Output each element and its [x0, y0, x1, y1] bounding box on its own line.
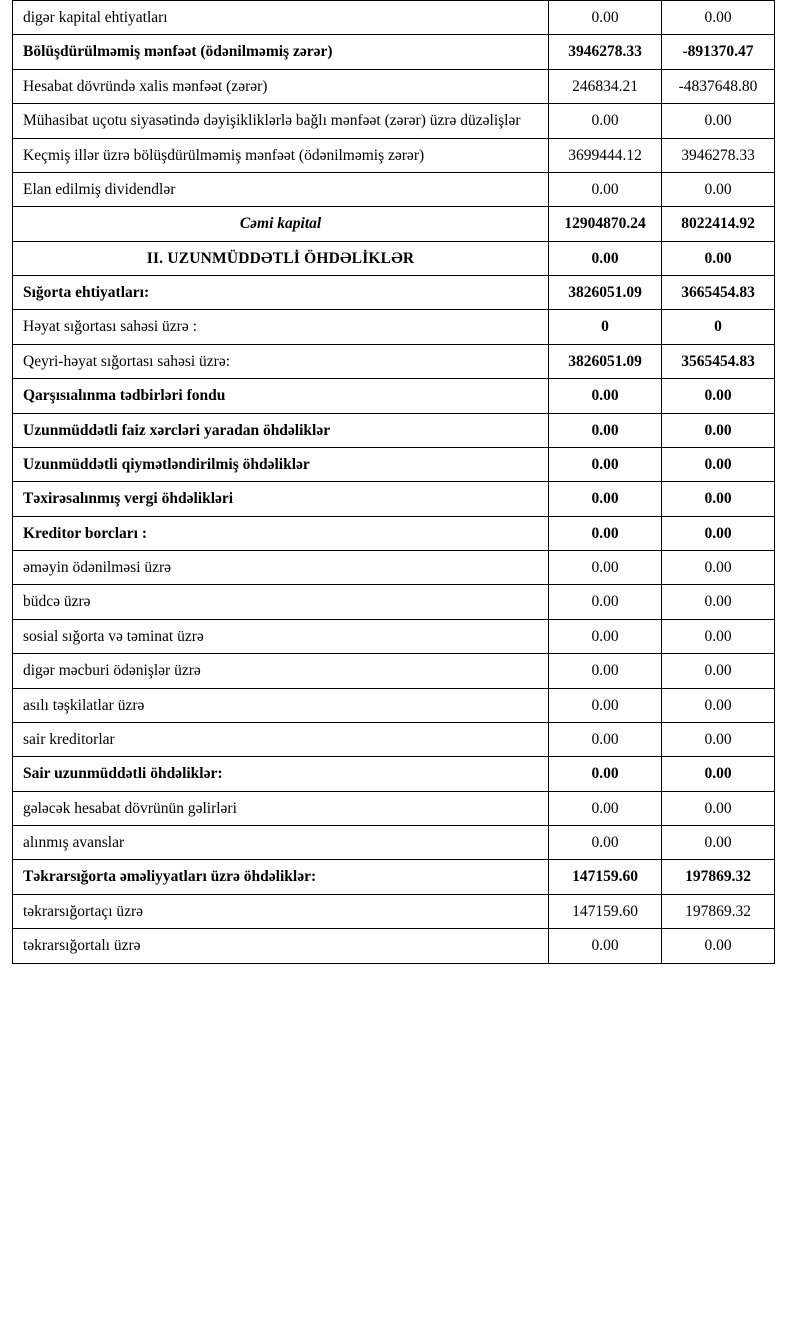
- row-label: digər məcburi ödənişlər üzrə: [13, 654, 549, 688]
- row-label: Uzunmüddətli faiz xərcləri yaradan öhdəliklər: [13, 413, 549, 447]
- table-row: [13, 757, 775, 791]
- row-label: digər kapital ehtiyatları: [13, 1, 549, 35]
- row-label: Elan edilmiş dividendlər: [13, 172, 549, 206]
- row-label: sosial sığorta və təminat üzrə: [13, 619, 549, 653]
- row-value-current: 0.00: [549, 826, 662, 860]
- row-label: gələcək hesabat dövrünün gəlirləri: [13, 791, 549, 825]
- row-label: Cəmi kapital: [13, 207, 549, 241]
- row-value-current: 0: [549, 310, 662, 344]
- table-row: [13, 413, 775, 447]
- table-row: [13, 722, 775, 756]
- row-value-previous: 3946278.33: [662, 138, 775, 172]
- row-label: əməyin ödənilməsi üzrə: [13, 551, 549, 585]
- row-label: Hesabat dövründə xalis mənfəət (zərər): [13, 69, 549, 103]
- row-value-previous: 3665454.83: [662, 276, 775, 310]
- row-value-current: 0.00: [549, 379, 662, 413]
- row-label: Kreditor borcları :: [13, 516, 549, 550]
- table-row: [13, 310, 775, 344]
- row-value-current: 3826051.09: [549, 344, 662, 378]
- row-label: təkrarsığortalı üzrə: [13, 929, 549, 963]
- row-label: II. UZUNMÜDDƏTLİ ÖHDƏLİKLƏR: [13, 241, 549, 275]
- table-row: [13, 619, 775, 653]
- table-row: [13, 138, 775, 172]
- row-value-previous: 8022414.92: [662, 207, 775, 241]
- row-label: Uzunmüddətli qiymətləndirilmiş öhdəliklər: [13, 447, 549, 481]
- row-value-previous: 0.00: [662, 619, 775, 653]
- row-label: təkrarsığortaçı üzrə: [13, 894, 549, 928]
- row-value-previous: 3565454.83: [662, 344, 775, 378]
- row-value-previous: 197869.32: [662, 860, 775, 894]
- table-row: [13, 585, 775, 619]
- row-label: Təkrarsığorta əməliyyatları üzrə öhdəliklər:: [13, 860, 549, 894]
- row-value-current: 0.00: [549, 791, 662, 825]
- table-row: [13, 207, 775, 241]
- row-value-current: 0.00: [549, 619, 662, 653]
- row-label: alınmış avanslar: [13, 826, 549, 860]
- table-row: [13, 1, 775, 35]
- table-row: [13, 379, 775, 413]
- row-value-current: 0.00: [549, 447, 662, 481]
- table-row: [13, 688, 775, 722]
- row-value-current: 0.00: [549, 654, 662, 688]
- row-value-previous: 0.00: [662, 654, 775, 688]
- row-value-previous: 0.00: [662, 172, 775, 206]
- row-value-previous: 0.00: [662, 826, 775, 860]
- row-value-current: 3826051.09: [549, 276, 662, 310]
- financial-table: [12, 0, 775, 964]
- row-label: sair kreditorlar: [13, 722, 549, 756]
- row-value-current: 147159.60: [549, 894, 662, 928]
- row-value-current: 0.00: [549, 551, 662, 585]
- row-value-previous: 0.00: [662, 447, 775, 481]
- row-label: Həyat sığortası sahəsi üzrə :: [13, 310, 549, 344]
- table-row: [13, 69, 775, 103]
- row-value-current: 0.00: [549, 104, 662, 138]
- row-value-previous: 0.00: [662, 791, 775, 825]
- row-value-previous: 0.00: [662, 688, 775, 722]
- row-value-current: 147159.60: [549, 860, 662, 894]
- row-value-previous: 0.00: [662, 551, 775, 585]
- table-row: [13, 791, 775, 825]
- row-label: Keçmiş illər üzrə bölüşdürülməmiş mənfəət (ödənilməmiş zərər): [13, 138, 549, 172]
- row-value-current: 246834.21: [549, 69, 662, 103]
- row-value-current: 0.00: [549, 172, 662, 206]
- table-row: [13, 344, 775, 378]
- row-label: Qarşısıalınma tədbirləri fondu: [13, 379, 549, 413]
- row-value-previous: 0.00: [662, 516, 775, 550]
- table-row: [13, 929, 775, 963]
- row-value-current: 3699444.12: [549, 138, 662, 172]
- row-value-current: 0.00: [549, 688, 662, 722]
- row-value-previous: 0.00: [662, 482, 775, 516]
- row-value-current: 0.00: [549, 757, 662, 791]
- row-value-previous: 0.00: [662, 929, 775, 963]
- table-row: [13, 860, 775, 894]
- row-value-previous: 197869.32: [662, 894, 775, 928]
- table-row: [13, 104, 775, 138]
- row-value-current: 0.00: [549, 413, 662, 447]
- table-row: [13, 276, 775, 310]
- row-value-current: 0.00: [549, 1, 662, 35]
- row-value-previous: 0.00: [662, 413, 775, 447]
- row-value-previous: 0: [662, 310, 775, 344]
- row-value-previous: 0.00: [662, 1, 775, 35]
- row-label: Sair uzunmüddətli öhdəliklər:: [13, 757, 549, 791]
- row-value-current: 0.00: [549, 585, 662, 619]
- row-value-previous: 0.00: [662, 104, 775, 138]
- row-value-current: 0.00: [549, 241, 662, 275]
- row-value-previous: -4837648.80: [662, 69, 775, 103]
- table-row: [13, 516, 775, 550]
- table-row: [13, 172, 775, 206]
- row-label: Qeyri-həyat sığortası sahəsi üzrə:: [13, 344, 549, 378]
- table-row: [13, 35, 775, 69]
- row-value-current: 0.00: [549, 516, 662, 550]
- table-row: [13, 551, 775, 585]
- table-row: [13, 482, 775, 516]
- row-label: büdcə üzrə: [13, 585, 549, 619]
- table-row: [13, 826, 775, 860]
- table-row: [13, 894, 775, 928]
- row-value-previous: 0.00: [662, 722, 775, 756]
- row-value-previous: 0.00: [662, 379, 775, 413]
- row-value-current: 3946278.33: [549, 35, 662, 69]
- row-label: Sığorta ehtiyatları:: [13, 276, 549, 310]
- row-value-current: 0.00: [549, 929, 662, 963]
- row-value-current: 0.00: [549, 722, 662, 756]
- row-label: Təxirəsalınmış vergi öhdəlikləri: [13, 482, 549, 516]
- row-value-previous: 0.00: [662, 757, 775, 791]
- row-value-previous: 0.00: [662, 585, 775, 619]
- table-body: [13, 1, 775, 964]
- row-value-previous: -891370.47: [662, 35, 775, 69]
- row-label: asılı təşkilatlar üzrə: [13, 688, 549, 722]
- row-label: Bölüşdürülməmiş mənfəət (ödənilməmiş zərər): [13, 35, 549, 69]
- table-row: [13, 241, 775, 275]
- row-value-current: 0.00: [549, 482, 662, 516]
- table-row: [13, 447, 775, 481]
- row-label: Mühasibat uçotu siyasətində dəyişikliklərlə bağlı mənfəət (zərər) üzrə düzəlişlər: [13, 104, 549, 138]
- table-row: [13, 654, 775, 688]
- row-value-previous: 0.00: [662, 241, 775, 275]
- row-value-current: 12904870.24: [549, 207, 662, 241]
